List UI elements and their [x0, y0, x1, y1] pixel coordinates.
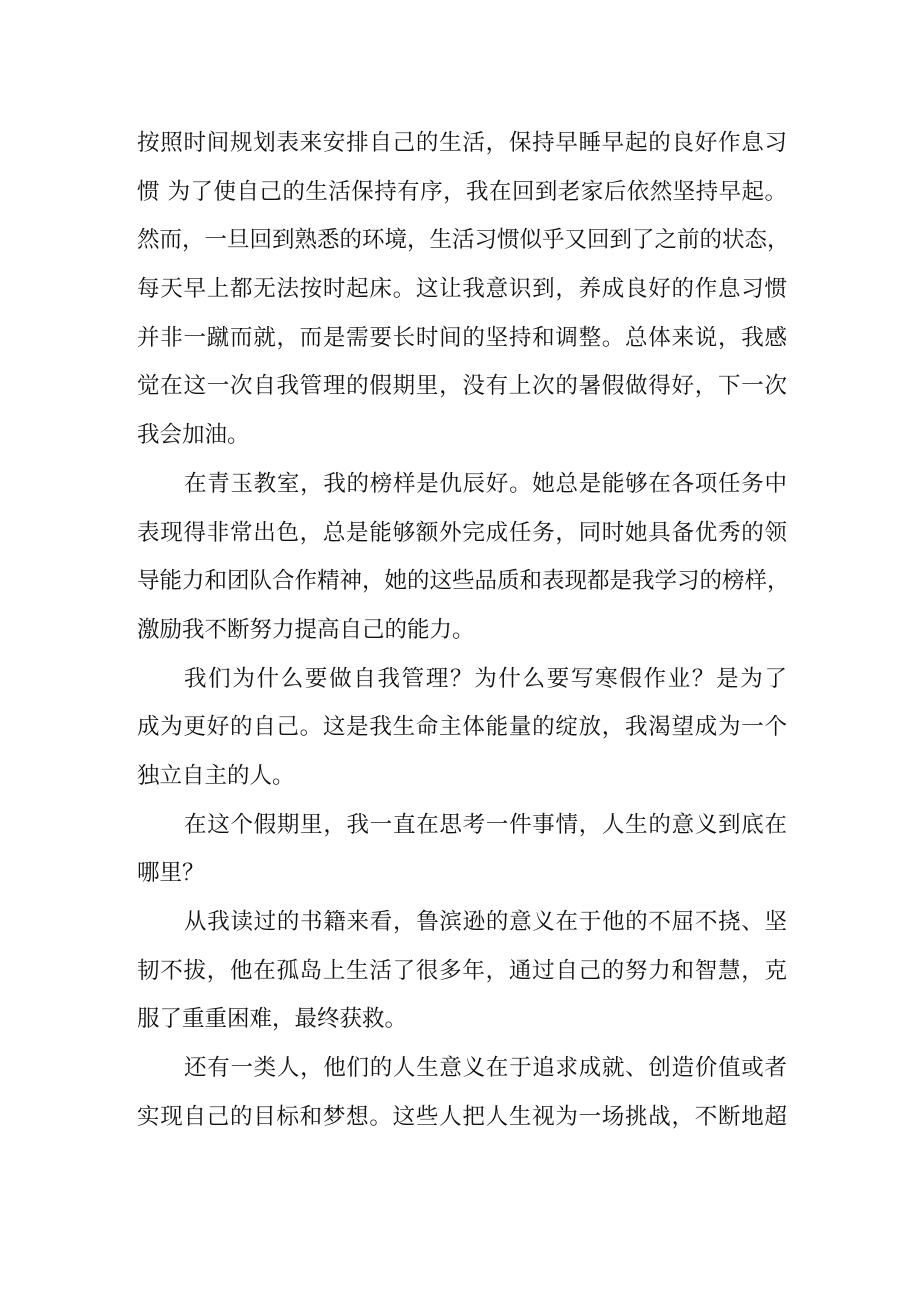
paragraph-robinson: [137, 898, 787, 1044]
paragraph-role-model: [137, 460, 790, 655]
paragraph-schedule: [137, 119, 790, 460]
text-line: 表现得非常出色，总是能够额外完成任务，同时她具备优秀的领: [137, 519, 787, 546]
text-line: 激励我不断努力提高自己的能力。: [137, 616, 475, 643]
text-line: 每天早上都无法按时起床。这让我意识到，养成良好的作息习惯: [137, 276, 787, 303]
text-line: 服了重重困难，最终获救。: [137, 1006, 408, 1033]
document-body: [137, 119, 790, 1141]
text-line: 并非一蹴而就，而是需要长时间的坚持和调整。总体来说，我感: [137, 324, 787, 351]
text-line: 独立自主的人。: [137, 762, 295, 789]
paragraph-meaning-question: [137, 801, 787, 898]
text-line: 哪里？: [137, 860, 205, 887]
text-line: 我会加油。: [137, 422, 250, 449]
text-line: 实现自己的目标和梦想。这些人把人生视为一场挑战，不断地超: [137, 1103, 787, 1130]
text-line: 韧不拔，他在孤岛上生活了很多年，通过自己的努力和智慧，克: [137, 957, 787, 984]
text-line: 惯 为了使自己的生活保持有序，我在回到老家后依然坚持早起。: [137, 178, 787, 205]
text-line: 按照时间规划表来安排自己的生活，保持早睡早起的良好作息习: [137, 130, 787, 156]
text-line: 成为更好的自己。这是我生命主体能量的绽放，我渴望成为一个: [137, 714, 787, 741]
text-line: 导能力和团队合作精神，她的这些品质和表现都是我学习的榜样，: [137, 568, 790, 595]
text-line: 还有一类人，他们的人生意义在于追求成就、创造价值或者: [184, 1055, 787, 1082]
text-line: 在青玉教室，我的榜样是仇辰好。她总是能够在各项任务中: [184, 470, 787, 497]
paragraph-self-management: [137, 655, 787, 801]
text-line: 然而，一旦回到熟悉的环境，生活习惯似乎又回到了之前的状态，: [137, 227, 790, 254]
text-line: 在这个假期里，我一直在思考一件事情，人生的意义到底在: [184, 811, 787, 838]
paragraph-achievement: [137, 1044, 787, 1141]
text-line: 觉在这一次自我管理的假期里，没有上次的暑假做得好，下一次: [137, 373, 787, 400]
text-line: 我们为什么要做自我管理？为什么要写寒假作业？是为了: [184, 665, 787, 692]
text-line: 从我读过的书籍来看，鲁滨逊的意义在于他的不屈不挠、坚: [184, 909, 787, 935]
